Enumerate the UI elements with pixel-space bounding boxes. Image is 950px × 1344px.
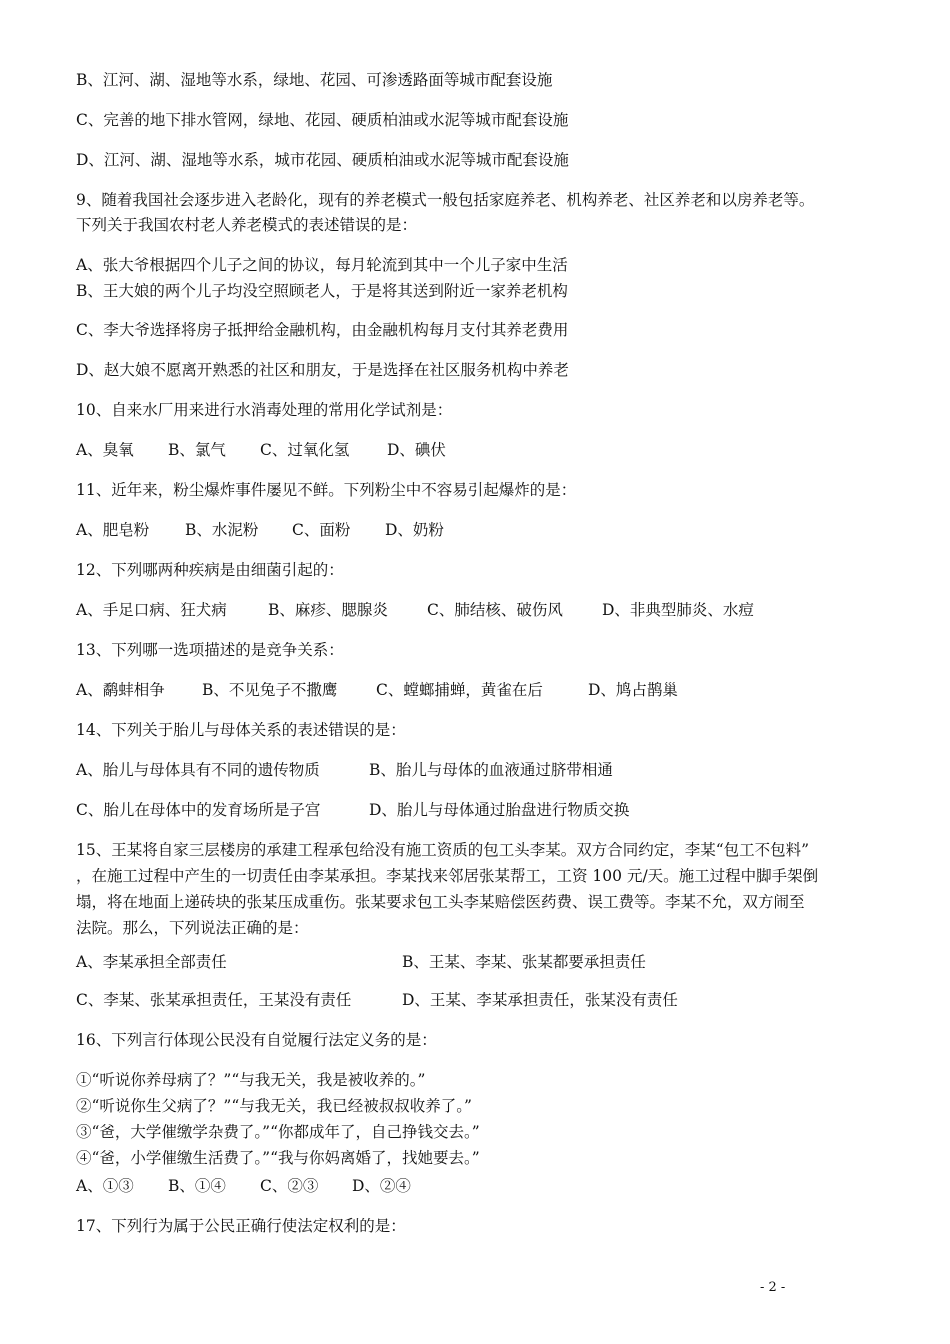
q16-item-1: ①“听说你养母病了？”“与我无关，我是被收养的。” <box>76 1071 426 1089</box>
q8-option-d: D、江河、湖、湿地等水系，城市花园、硬质柏油或水泥等城市配套设施 <box>76 151 569 169</box>
q9-option-a: A、张大爷根据四个儿子之间的协议，每月轮流到其中一个儿子家中生活 <box>76 256 568 274</box>
q17-stem: 17、下列行为属于公民正确行使法定权利的是： <box>76 1217 406 1235</box>
q16-stem: 16、下列言行体现公民没有自觉履行法定义务的是： <box>76 1031 437 1049</box>
q12-option-c: C、肺结核、破伤风 <box>427 601 563 619</box>
q9-stem-line-1: 9、随着我国社会逐步进入老龄化，现有的养老模式一般包括家庭养老、机构养老、社区养老和以房养老等。 <box>76 191 815 209</box>
q16-option-a: A、①③ <box>76 1177 134 1195</box>
q9-option-c: C、李大爷选择将房子抵押给金融机构，由金融机构每月支付其养老费用 <box>76 321 569 339</box>
q15-option-d: D、王某、李某承担责任，张某没有责任 <box>402 991 678 1009</box>
q11-option-c: C、面粉 <box>292 521 351 539</box>
q14-option-b: B、胎儿与母体的血液通过脐带相通 <box>369 761 613 779</box>
q11-option-d: D、奶粉 <box>385 521 444 539</box>
q15-stem-line-2: ，在施工过程中产生的一切责任由李某承担。李某找来邻居张某帮工，工资 100 元/天。施工过程中脚手架倒 <box>76 867 819 885</box>
q13-option-d: D、鸠占鹊巢 <box>588 681 678 699</box>
q10-option-d: D、碘伏 <box>387 441 446 459</box>
q13-stem: 13、下列哪一选项描述的是竞争关系： <box>76 641 344 659</box>
q14-option-a: A、胎儿与母体具有不同的遗传物质 <box>76 761 320 779</box>
q15-option-c: C、李某、张某承担责任，王某没有责任 <box>76 991 352 1009</box>
q9-stem-line-2: 下列关于我国农村老人养老模式的表述错误的是： <box>76 216 418 234</box>
q15-stem-line-1: 15、王某将自家三层楼房的承建工程承包给没有施工资质的包工头李某。双方合同约定，李某“包工不包料” <box>76 841 810 859</box>
q12-option-a: A、手足口病、狂犬病 <box>76 601 227 619</box>
q16-option-d: D、②④ <box>352 1177 411 1195</box>
q14-option-d: D、胎儿与母体通过胎盘进行物质交换 <box>369 801 630 819</box>
q16-option-c: C、②③ <box>260 1177 319 1195</box>
q9-option-d: D、赵大娘不愿离开熟悉的社区和朋友，于是选择在社区服务机构中养老 <box>76 361 569 379</box>
q16-item-3: ③“爸，大学催缴学杂费了。”“你都成年了，自己挣钱交去。” <box>76 1123 480 1141</box>
q15-stem-line-4: 法院。那么，下列说法正确的是： <box>76 919 309 937</box>
q13-option-a: A、鹬蚌相争 <box>76 681 165 699</box>
q8-option-c: C、完善的地下排水管网，绿地、花园、硬质柏油或水泥等城市配套设施 <box>76 111 569 129</box>
q15-option-a: A、李某承担全部责任 <box>76 953 227 971</box>
page-number: - 2 - <box>760 1280 786 1295</box>
q11-option-b: B、水泥粉 <box>185 521 259 539</box>
q10-option-b: B、氯气 <box>168 441 226 459</box>
q15-option-b: B、王某、李某、张某都要承担责任 <box>402 953 646 971</box>
q10-option-a: A、臭氧 <box>76 441 134 459</box>
q9-option-b: B、王大娘的两个儿子均没空照顾老人，于是将其送到附近一家养老机构 <box>76 282 568 300</box>
q10-stem: 10、自来水厂用来进行水消毒处理的常用化学试剂是： <box>76 401 453 419</box>
q16-item-4: ④“爸，小学催缴生活费了。”“我与你妈离婚了，找她要去。” <box>76 1149 480 1167</box>
q12-option-d: D、非典型肺炎、水痘 <box>602 601 754 619</box>
q11-stem: 11、近年来，粉尘爆炸事件屡见不鲜。下列粉尘中不容易引起爆炸的是： <box>76 481 577 499</box>
q14-stem: 14、下列关于胎儿与母体关系的表述错误的是： <box>76 721 406 739</box>
q16-item-2: ②“听说你生父病了？”“与我无关，我已经被叔叔收养了。” <box>76 1097 472 1115</box>
q12-stem: 12、下列哪两种疾病是由细菌引起的： <box>76 561 344 579</box>
q8-option-b: B、江河、湖、湿地等水系，绿地、花园、可渗透路面等城市配套设施 <box>76 71 553 89</box>
q11-option-a: A、肥皂粉 <box>76 521 150 539</box>
q12-option-b: B、麻疹、腮腺炎 <box>268 601 388 619</box>
q13-option-c: C、螳螂捕蝉，黄雀在后 <box>376 681 543 699</box>
q10-option-c: C、过氧化氢 <box>260 441 350 459</box>
q14-option-c: C、胎儿在母体中的发育场所是子宫 <box>76 801 321 819</box>
q16-option-b: B、①④ <box>168 1177 226 1195</box>
q13-option-b: B、不见兔子不撒鹰 <box>202 681 338 699</box>
q15-stem-line-3: 塌，将在地面上递砖块的张某压成重伤。张某要求包工头李某赔偿医药费、误工费等。李某不允，双方闹至 <box>76 893 805 911</box>
